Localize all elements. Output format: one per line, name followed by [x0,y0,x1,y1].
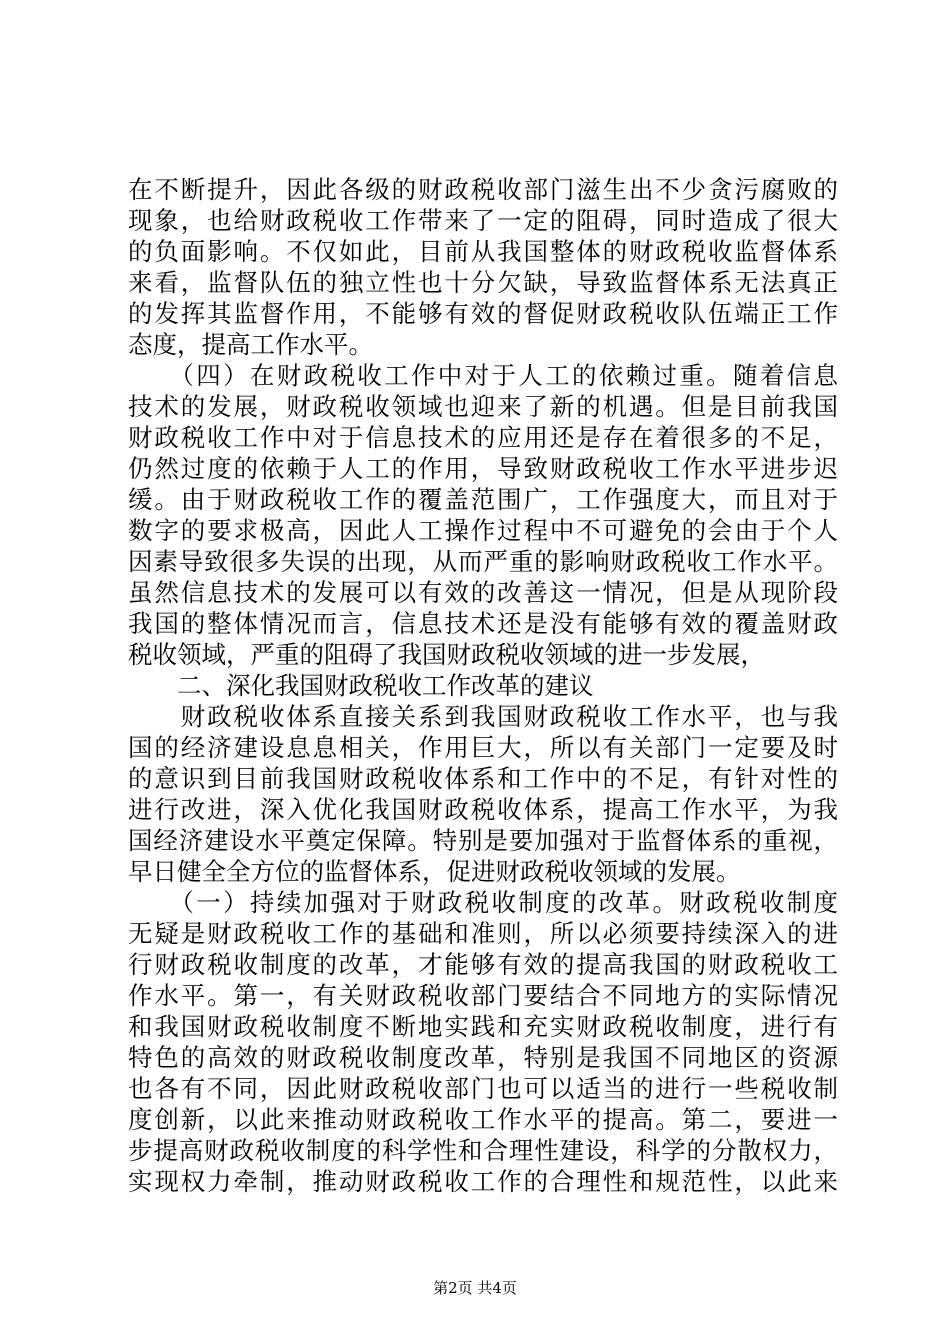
text-line: 实现权力牵制，推动财政税收工作的合理性和规范性，以此来 [128,1167,838,1196]
text-line: （四）在财政税收工作中对于人工的依赖过重。随着信息 [128,361,838,390]
text-line: 度创新，以此来推动财政税收工作水平的提高。第二，要进一 [128,1105,838,1134]
text-line: 步提高财政税收制度的科学性和合理性建设，科学的分散权力， [128,1136,838,1165]
text-line: 也各有不同，因此财政税收部门也可以适当的进行一些税收制 [128,1074,838,1103]
text-line: 作水平。第一，有关财政税收部门要结合不同地方的实际情况 [128,981,838,1010]
text-line: 税收领域，严重的阻碍了我国财政税收领域的进一步发展， [128,640,765,669]
text-line: 的意识到目前我国财政税收体系和工作中的不足，有针对性的 [128,764,838,793]
text-line: 财政税收工作中对于信息技术的应用还是存在着很多的不足， [128,423,838,452]
section-heading: 二、深化我国财政税收工作改革的建议 [128,671,594,700]
text-line: 进行改进，深入优化我国财政税收体系，提高工作水平，为我 [128,795,838,824]
text-line: 特色的高效的财政税收制度改革，特别是我国不同地区的资源 [128,1043,838,1072]
text-line: 早日健全全方位的监督体系，促进财政税收领域的发展。 [128,857,741,886]
text-line: 和我国财政税收制度不断地实践和充实财政税收制度，进行有 [128,1012,838,1041]
text-line: 来看，监督队伍的独立性也十分欠缺，导致监督体系无法真正 [128,268,838,297]
text-line: 虽然信息技术的发展可以有效的改善这一情况，但是从现阶段 [128,578,838,607]
text-line: 无疑是财政税收工作的基础和准则，所以必须要持续深入的进 [128,919,838,948]
text-line: 在不断提升，因此各级的财政税收部门滋生出不少贪污腐败的 [128,175,838,204]
text-line: 态度，提高工作水平。 [128,330,373,359]
page-footer: 第2页 共4页 [433,1279,517,1297]
text-line: 我国的整体情况而言，信息技术还是没有能够有效的覆盖财政 [128,609,838,638]
text-line: 国的经济建设息息相关，作用巨大，所以有关部门一定要及时 [128,733,838,762]
text-line: 技术的发展，财政税收领域也迎来了新的机遇。但是目前我国 [128,392,838,421]
text-line: （一）持续加强对于财政税收制度的改革。财政税收制度 [128,888,838,917]
text-line: 行财政税收制度的改革，才能够有效的提高我国的财政税收工 [128,950,838,979]
text-line: 仍然过度的依赖于人工的作用，导致财政税收工作水平进步迟 [128,454,838,483]
text-line: 数字的要求极高，因此人工操作过程中不可避免的会由于个人 [128,516,838,545]
body-text [128,174,838,1197]
text-line: 的发挥其监督作用，不能够有效的督促财政税收队伍端正工作 [128,299,838,328]
text-line: 因素导致很多失误的出现，从而严重的影响财政税收工作水平。 [128,547,838,576]
text-line: 现象，也给财政税收工作带来了一定的阻碍，同时造成了很大 [128,206,838,235]
text-line: 财政税收体系直接关系到我国财政税收工作水平，也与我 [128,702,838,731]
text-line: 的负面影响。不仅如此，目前从我国整体的财政税收监督体系 [128,237,838,266]
text-line: 国经济建设水平奠定保障。特别是要加强对于监督体系的重视， [128,826,838,855]
text-line: 缓。由于财政税收工作的覆盖范围广，工作强度大，而且对于 [128,485,838,514]
